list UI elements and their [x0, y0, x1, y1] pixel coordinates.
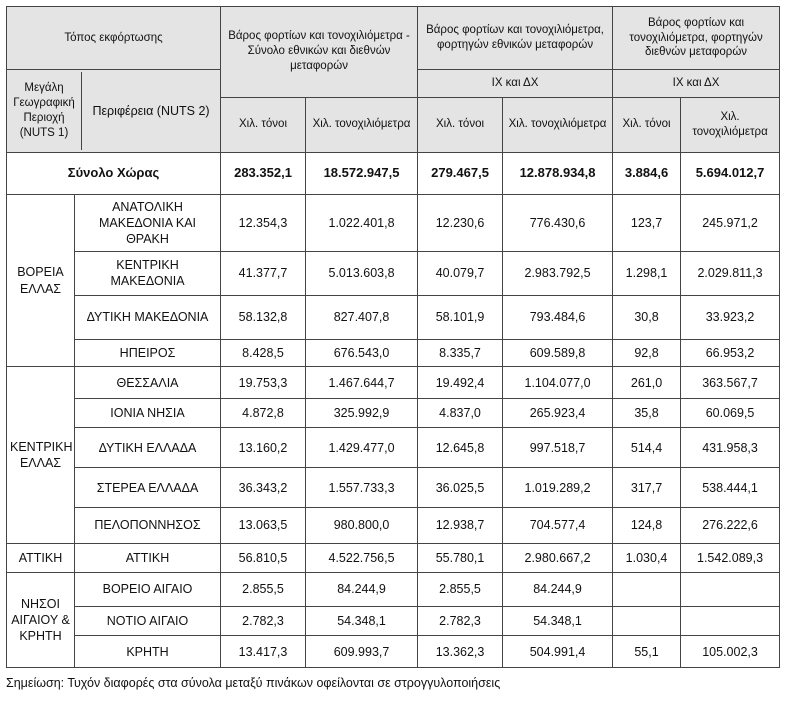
value-cell: 84.244,9: [503, 573, 613, 607]
header-tkm-national: Χιλ. τονοχιλιόμετρα: [503, 97, 613, 152]
region-name: ΔΥΤΙΚΗ ΜΑΚΕΔΟΝΙΑ: [75, 295, 221, 339]
value-cell: 40.079,7: [418, 251, 503, 295]
value-cell: [613, 573, 681, 607]
group-name: ΑΤΤΙΚΗ: [7, 543, 75, 572]
value-cell: 58.101,9: [418, 295, 503, 339]
value-cell: 2.855,5: [221, 573, 306, 607]
header-tonnes-total: Χιλ. τόνοι: [221, 97, 306, 152]
value-cell: 105.002,3: [681, 636, 780, 668]
value-cell: 123,7: [613, 195, 681, 252]
value-cell: 1.019.289,2: [503, 468, 613, 508]
value-cell: 317,7: [613, 468, 681, 508]
value-cell: 54.348,1: [306, 606, 418, 635]
value-cell: 504.991,4: [503, 636, 613, 668]
value-cell: 54.348,1: [503, 606, 613, 635]
value-cell: 13.160,2: [221, 428, 306, 468]
value-cell: 30,8: [613, 295, 681, 339]
group-name: ΝΗΣΟΙ ΑΙΓΑΙΟΥ & ΚΡΗΤΗ: [7, 573, 75, 668]
value-cell: 13.417,3: [221, 636, 306, 668]
value-cell: 1.429.477,0: [306, 428, 418, 468]
value-cell: 325.992,9: [306, 398, 418, 427]
table-row: [7, 428, 780, 468]
value-cell: 676.543,0: [306, 340, 418, 367]
value-cell: 704.577,4: [503, 508, 613, 544]
value-cell: 35,8: [613, 398, 681, 427]
value-cell: 1.542.089,3: [681, 543, 780, 572]
region-name: ΙΟΝΙΑ ΝΗΣΙΑ: [75, 398, 221, 427]
region-name: ΔΥΤΙΚΗ ΕΛΛΑΔΑ: [75, 428, 221, 468]
table-row: [7, 468, 780, 508]
value-cell: 56.810,5: [221, 543, 306, 572]
value-cell: 1.030,4: [613, 543, 681, 572]
total-value: 18.572.947,5: [306, 153, 418, 195]
value-cell: 124,8: [613, 508, 681, 544]
value-cell: 41.377,7: [221, 251, 306, 295]
header-nuts1: Μεγάλη Γεωγραφική Περιοχή (NUTS 1): [7, 72, 82, 150]
value-cell: [681, 606, 780, 635]
value-cell: 997.518,7: [503, 428, 613, 468]
value-cell: 5.013.603,8: [306, 251, 418, 295]
total-label: Σύνολο Χώρας: [7, 153, 221, 195]
value-cell: 13.063,5: [221, 508, 306, 544]
region-name: ΗΠΕΙΡΟΣ: [75, 340, 221, 367]
value-cell: 33.923,2: [681, 295, 780, 339]
value-cell: 2.782,3: [418, 606, 503, 635]
header-nuts-cell: [7, 70, 221, 153]
value-cell: 2.983.792,5: [503, 251, 613, 295]
total-value: 279.467,5: [418, 153, 503, 195]
table-row: [7, 295, 780, 339]
total-value: 283.352,1: [221, 153, 306, 195]
value-cell: 60.069,5: [681, 398, 780, 427]
header-group-total: Βάρος φορτίων και τονοχιλιόμετρα - Σύνολο εθνικών και διεθνών μεταφορών: [221, 7, 418, 98]
value-cell: 58.132,8: [221, 295, 306, 339]
group-name: ΒΟΡΕΙΑ ΕΛΛΑΣ: [7, 195, 75, 367]
value-cell: 2.855,5: [418, 573, 503, 607]
header-tonnes-international: Χιλ. τόνοι: [613, 97, 681, 152]
header-tkm-international: Χιλ. τονοχιλιόμετρα: [681, 97, 780, 152]
header-ix-dx-national: ΙΧ και ΔΧ: [418, 70, 613, 98]
table-row: [7, 367, 780, 399]
table-row: [7, 251, 780, 295]
total-value: 12.878.934,8: [503, 153, 613, 195]
region-name: ΚΕΝΤΡΙΚΗ ΜΑΚΕΔΟΝΙΑ: [75, 251, 221, 295]
value-cell: 8.428,5: [221, 340, 306, 367]
value-cell: 55.780,1: [418, 543, 503, 572]
value-cell: 609.993,7: [306, 636, 418, 668]
value-cell: 261,0: [613, 367, 681, 399]
value-cell: 1.467.644,7: [306, 367, 418, 399]
region-name: ΑΤΤΙΚΗ: [75, 543, 221, 572]
value-cell: 363.567,7: [681, 367, 780, 399]
value-cell: 55,1: [613, 636, 681, 668]
value-cell: 12.230,6: [418, 195, 503, 252]
region-name: ΘΕΣΣΑΛΙΑ: [75, 367, 221, 399]
total-value: 3.884,6: [613, 153, 681, 195]
value-cell: 4.522.756,5: [306, 543, 418, 572]
value-cell: 12.645,8: [418, 428, 503, 468]
value-cell: 609.589,8: [503, 340, 613, 367]
total-value: 5.694.012,7: [681, 153, 780, 195]
region-name: ΝΟΤΙΟ ΑΙΓΑΙΟ: [75, 606, 221, 635]
region-name: ΣΤΕΡΕΑ ΕΛΛΑΔΑ: [75, 468, 221, 508]
value-cell: 245.971,2: [681, 195, 780, 252]
header-group-international: Βάρος φορτίων και τονοχιλιόμετρα, φορτηγών διεθνών μεταφορών: [613, 7, 780, 70]
region-name: ΠΕΛΟΠΟΝΝΗΣΟΣ: [75, 508, 221, 544]
value-cell: 66.953,2: [681, 340, 780, 367]
table-row: [7, 195, 780, 252]
table-row: [7, 573, 780, 607]
value-cell: 36.343,2: [221, 468, 306, 508]
total-row: [7, 153, 780, 195]
value-cell: 92,8: [613, 340, 681, 367]
value-cell: 19.492,4: [418, 367, 503, 399]
value-cell: [613, 606, 681, 635]
value-cell: [681, 573, 780, 607]
value-cell: 4.837,0: [418, 398, 503, 427]
value-cell: 827.407,8: [306, 295, 418, 339]
header-place: Τόπος εκφόρτωσης: [7, 7, 221, 70]
value-cell: 538.444,1: [681, 468, 780, 508]
table-row: [7, 606, 780, 635]
footnote: Σημείωση: Τυχόν διαφορές στα σύνολα μεταξύ πινάκων οφείλονται σε στρογγυλοποιήσεις: [6, 676, 501, 690]
value-cell: 8.335,7: [418, 340, 503, 367]
header-ix-dx-international: ΙΧ και ΔΧ: [613, 70, 780, 98]
table-row: [7, 543, 780, 572]
value-cell: 776.430,6: [503, 195, 613, 252]
value-cell: 84.244,9: [306, 573, 418, 607]
value-cell: 431.958,3: [681, 428, 780, 468]
value-cell: 1.022.401,8: [306, 195, 418, 252]
value-cell: 19.753,3: [221, 367, 306, 399]
value-cell: 793.484,6: [503, 295, 613, 339]
value-cell: 12.938,7: [418, 508, 503, 544]
value-cell: 514,4: [613, 428, 681, 468]
value-cell: 1.298,1: [613, 251, 681, 295]
group-name: ΚΕΝΤΡΙΚΗ ΕΛΛΑΣ: [7, 367, 75, 544]
table-row: [7, 508, 780, 544]
freight-table: [6, 6, 780, 668]
value-cell: 12.354,3: [221, 195, 306, 252]
region-name: ΑΝΑΤΟΛΙΚΗ ΜΑΚΕΔΟΝΙΑ ΚΑΙ ΘΡΑΚΗ: [75, 195, 221, 252]
value-cell: 2.980.667,2: [503, 543, 613, 572]
header-tkm-total: Χιλ. τονοχιλιόμετρα: [306, 97, 418, 152]
value-cell: 2.782,3: [221, 606, 306, 635]
value-cell: 36.025,5: [418, 468, 503, 508]
value-cell: 4.872,8: [221, 398, 306, 427]
region-name: ΚΡΗΤΗ: [75, 636, 221, 668]
table-row: [7, 340, 780, 367]
value-cell: 265.923,4: [503, 398, 613, 427]
value-cell: 980.800,0: [306, 508, 418, 544]
value-cell: 13.362,3: [418, 636, 503, 668]
table-row: [7, 398, 780, 427]
value-cell: 276.222,6: [681, 508, 780, 544]
header-group-national: Βάρος φορτίων και τονοχιλιόμετρα, φορτηγών εθνικών μεταφορών: [418, 7, 613, 70]
header-nuts2: Περιφέρεια (NUTS 2): [92, 103, 210, 118]
region-name: ΒΟΡΕΙΟ ΑΙΓΑΙΟ: [75, 573, 221, 607]
header-tonnes-national: Χιλ. τόνοι: [418, 97, 503, 152]
table-row: [7, 636, 780, 668]
value-cell: 2.029.811,3: [681, 251, 780, 295]
value-cell: 1.557.733,3: [306, 468, 418, 508]
value-cell: 1.104.077,0: [503, 367, 613, 399]
